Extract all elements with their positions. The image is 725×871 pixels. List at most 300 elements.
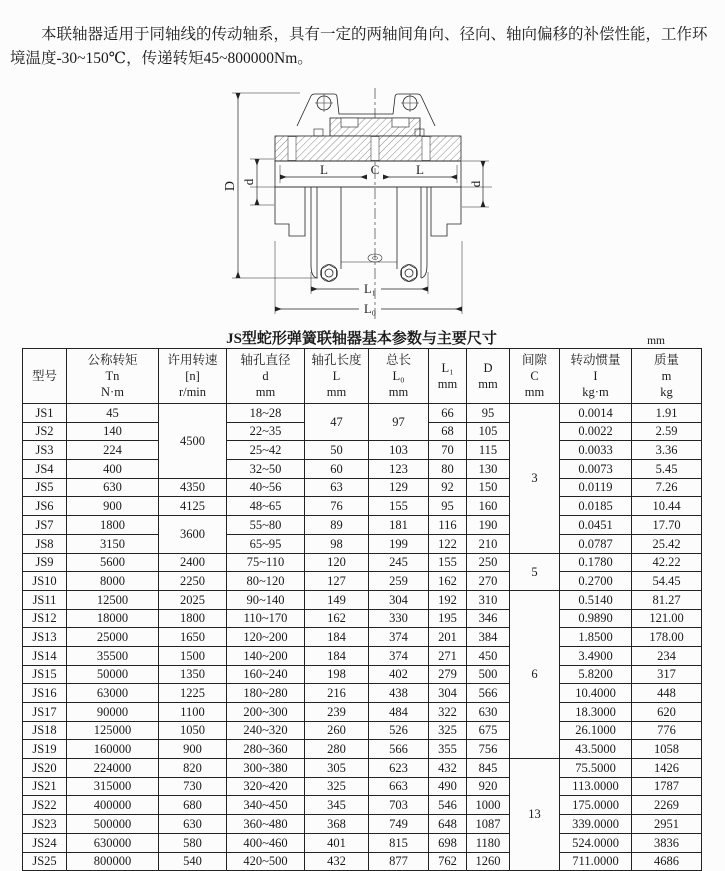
table-cell: 401 <box>305 833 369 852</box>
table-cell: 2269 <box>632 796 702 815</box>
table-cell: JS18 <box>23 721 67 740</box>
table-cell: 304 <box>369 590 429 609</box>
table-cell: JS24 <box>23 833 67 852</box>
table-cell: 130 <box>467 460 510 479</box>
table-cell: 345 <box>305 796 369 815</box>
table-cell: JS21 <box>23 777 67 796</box>
table-cell: JS1 <box>23 404 67 423</box>
table-cell: 1350 <box>159 665 227 684</box>
table-cell: 0.5140 <box>560 590 632 609</box>
table-cell: JS6 <box>23 497 67 516</box>
table-cell: 524.0000 <box>560 833 632 852</box>
table-cell: 47 <box>305 404 369 441</box>
table-cell: 224000 <box>67 759 159 778</box>
table-cell: 540 <box>159 852 227 871</box>
table-cell: 25~42 <box>227 441 305 460</box>
table-cell: 450 <box>467 646 510 665</box>
table-cell: 75~110 <box>227 553 305 572</box>
table-cell: 6 <box>510 590 560 758</box>
drawing-area <box>0 86 725 325</box>
table-cell: JS17 <box>23 703 67 722</box>
table-header-cell: 许用转速 [n] r/min <box>159 349 227 404</box>
table-cell: 127 <box>305 572 369 591</box>
table-row <box>23 833 702 852</box>
table-cell: 432 <box>429 759 467 778</box>
table-cell: 800000 <box>67 852 159 871</box>
table-cell: 0.0073 <box>560 460 632 479</box>
table-caption <box>22 327 701 348</box>
table-cell: 129 <box>369 478 429 497</box>
table-row <box>23 740 702 759</box>
table-cell: 776 <box>632 721 702 740</box>
table-cell: 322 <box>429 703 467 722</box>
table-cell: 95 <box>429 497 467 516</box>
dim-label-L1: L₁ <box>364 282 376 297</box>
table-cell: 368 <box>305 815 369 834</box>
table-cell: 234 <box>632 646 702 665</box>
bolt-right <box>401 265 418 282</box>
table-cell: 355 <box>429 740 467 759</box>
table-row <box>23 534 702 553</box>
dim-label-L-left: L <box>320 162 328 178</box>
table-cell: 90~140 <box>227 590 305 609</box>
table-cell: 0.0014 <box>560 404 632 423</box>
table-cell: 121.00 <box>632 609 702 628</box>
table-cell: 125000 <box>67 721 159 740</box>
table-cell: 500000 <box>67 815 159 834</box>
table-cell: JS8 <box>23 534 67 553</box>
table-cell: 346 <box>467 609 510 628</box>
table-cell: 1087 <box>467 815 510 834</box>
table-cell: 566 <box>369 740 429 759</box>
table-cell: 3.4900 <box>560 646 632 665</box>
table-cell: 815 <box>369 833 429 852</box>
table-cell: 8000 <box>67 572 159 591</box>
table-cell: 239 <box>305 703 369 722</box>
table-cell: 122 <box>429 534 467 553</box>
lug-hole-left <box>315 94 333 112</box>
table-cell: 10.44 <box>632 497 702 516</box>
table-cell: 438 <box>369 684 429 703</box>
table-cell: 0.1780 <box>560 553 632 572</box>
table-cell: 42.22 <box>632 553 702 572</box>
lug-hole-right <box>401 94 419 112</box>
table-cell: 566 <box>467 684 510 703</box>
table-cell: JS13 <box>23 628 67 647</box>
table-cell: 12500 <box>67 590 159 609</box>
table-row <box>23 628 702 647</box>
table-row <box>23 796 702 815</box>
table-cell: 315000 <box>67 777 159 796</box>
table-cell: 259 <box>369 572 429 591</box>
table-cell: 0.0185 <box>560 497 632 516</box>
table-cell: 402 <box>369 665 429 684</box>
table-cell: 330 <box>369 609 429 628</box>
table-cell: 0.2700 <box>560 572 632 591</box>
table-row <box>23 516 702 535</box>
table-cell: 3600 <box>159 516 227 553</box>
table-cell: JS2 <box>23 422 67 441</box>
table-row <box>23 815 702 834</box>
table-cell: 2400 <box>159 553 227 572</box>
table-cell: 190 <box>467 516 510 535</box>
table-cell: 184 <box>305 628 369 647</box>
dim-label-L0: L₀ <box>364 302 376 317</box>
table-cell: 0.0119 <box>560 478 632 497</box>
table-cell: 200~300 <box>227 703 305 722</box>
document-page <box>0 16 725 868</box>
table-row <box>23 646 702 665</box>
table-cell: 630000 <box>67 833 159 852</box>
table-cell: 201 <box>429 628 467 647</box>
table-cell: 92 <box>429 478 467 497</box>
table-cell: 1058 <box>632 740 702 759</box>
table-cell: 1000 <box>467 796 510 815</box>
table-cell: 877 <box>369 852 429 871</box>
table-cell: 250 <box>467 553 510 572</box>
table-header-cell: 转动惯量 I kg·m <box>560 349 632 404</box>
table-cell: 1650 <box>159 628 227 647</box>
table-cell: 703 <box>369 796 429 815</box>
table-cell: 0.0022 <box>560 422 632 441</box>
table-cell: 4500 <box>159 404 227 479</box>
table-cell: 305 <box>305 759 369 778</box>
table-cell: JS4 <box>23 460 67 479</box>
table-cell: 210 <box>467 534 510 553</box>
table-cell: 1.91 <box>632 404 702 423</box>
table-cell: 160 <box>467 497 510 516</box>
table-cell: 0.9890 <box>560 609 632 628</box>
table-cell: 160~240 <box>227 665 305 684</box>
table-cell: 25000 <box>67 628 159 647</box>
table-cell: 32~50 <box>227 460 305 479</box>
table-cell: 17.70 <box>632 516 702 535</box>
table-cell: 65~95 <box>227 534 305 553</box>
table-cell: 123 <box>369 460 429 479</box>
table-cell: 5 <box>510 553 560 590</box>
table-cell: 1426 <box>632 759 702 778</box>
table-cell: 120 <box>305 553 369 572</box>
table-cell: 97 <box>369 404 429 441</box>
table-cell: 4350 <box>159 478 227 497</box>
table-cell: 2.59 <box>632 422 702 441</box>
table-cell: 76 <box>305 497 369 516</box>
table-cell: JS3 <box>23 441 67 460</box>
table-cell: JS23 <box>23 815 67 834</box>
table-cell: 500 <box>467 665 510 684</box>
table-cell: 1180 <box>467 833 510 852</box>
table-cell: 339.0000 <box>560 815 632 834</box>
table-cell: 270 <box>467 572 510 591</box>
table-cell: 95 <box>467 404 510 423</box>
intro-paragraph: 本联轴器适用于同轴线的传动轴系，具有一定的两轴间角向、径向、轴向偏移的补偿性能，工作环境温度-30~150℃，传递转矩45~800000Nm。 <box>10 25 708 67</box>
table-cell: 116 <box>429 516 467 535</box>
table-cell: 630 <box>159 815 227 834</box>
table-cell: 7.26 <box>632 478 702 497</box>
table-cell: 22~35 <box>227 422 305 441</box>
table-cell: 280 <box>305 740 369 759</box>
table-cell: 1.8500 <box>560 628 632 647</box>
table-cell: 2250 <box>159 572 227 591</box>
table-row <box>23 590 702 609</box>
table-cell: 184 <box>305 646 369 665</box>
table-header-cell: L₁ mm <box>429 349 467 404</box>
table-cell: 0.0787 <box>560 534 632 553</box>
table-cell: 26.1000 <box>560 721 632 740</box>
table-cell: 580 <box>159 833 227 852</box>
table-cell: 0.0033 <box>560 441 632 460</box>
table-cell: 60 <box>305 460 369 479</box>
table-cell: 180~280 <box>227 684 305 703</box>
table-cell: 749 <box>369 815 429 834</box>
table-cell: 762 <box>429 852 467 871</box>
table-cell: 420~500 <box>227 852 305 871</box>
table-cell: 25.42 <box>632 534 702 553</box>
table-cell: 484 <box>369 703 429 722</box>
table-cell: JS9 <box>23 553 67 572</box>
table-cell: 280~360 <box>227 740 305 759</box>
table-cell: 192 <box>429 590 467 609</box>
unit-note: mm <box>647 335 665 348</box>
table-cell: 698 <box>429 833 467 852</box>
table-cell: JS12 <box>23 609 67 628</box>
table-cell: 45 <box>67 404 159 423</box>
table-cell: 13 <box>510 759 560 871</box>
table-cell: 4686 <box>632 852 702 871</box>
table-cell: JS7 <box>23 516 67 535</box>
table-cell: 845 <box>467 759 510 778</box>
table-cell: 320~420 <box>227 777 305 796</box>
table-cell: 68 <box>429 422 467 441</box>
table-row <box>23 609 702 628</box>
table-cell: 75.5000 <box>560 759 632 778</box>
table-cell: JS22 <box>23 796 67 815</box>
table-cell: 271 <box>429 646 467 665</box>
table-cell: 216 <box>305 684 369 703</box>
table-cell: 35500 <box>67 646 159 665</box>
table-cell: 240~320 <box>227 721 305 740</box>
table-cell: 162 <box>305 609 369 628</box>
dim-label-D: D <box>223 180 238 192</box>
table-cell: 1800 <box>159 609 227 628</box>
table-cell: 310 <box>467 590 510 609</box>
table-row <box>23 441 702 460</box>
table-cell: 490 <box>429 777 467 796</box>
table-cell: 5.45 <box>632 460 702 479</box>
coupling-section-drawing <box>178 86 540 325</box>
table-cell: 400 <box>67 460 159 479</box>
table-cell: 3150 <box>67 534 159 553</box>
table-cell: 317 <box>632 665 702 684</box>
table-cell: 920 <box>467 777 510 796</box>
table-cell: 115 <box>467 441 510 460</box>
table-cell: 279 <box>429 665 467 684</box>
dim-label-C: C <box>370 162 380 178</box>
table-cell: JS15 <box>23 665 67 684</box>
table-cell: 80 <box>429 460 467 479</box>
table-row <box>23 852 702 871</box>
table-header-cell: 总长 L₀ mm <box>369 349 429 404</box>
table-cell: 1787 <box>632 777 702 796</box>
table-cell: 0.0451 <box>560 516 632 535</box>
table-cell: 105 <box>467 422 510 441</box>
table-cell: 40~56 <box>227 478 305 497</box>
table-cell: 48~65 <box>227 497 305 516</box>
table-cell: 5600 <box>67 553 159 572</box>
table-cell: JS25 <box>23 852 67 871</box>
dim-label-L-right: L <box>416 162 424 178</box>
table-cell: 711.0000 <box>560 852 632 871</box>
table-cell: 304 <box>429 684 467 703</box>
table-cell: JS19 <box>23 740 67 759</box>
table-cell: 54.45 <box>632 572 702 591</box>
table-row <box>23 777 702 796</box>
bolt-left <box>321 265 338 282</box>
table-cell: 90000 <box>67 703 159 722</box>
table-cell: 820 <box>159 759 227 778</box>
table-cell: 620 <box>632 703 702 722</box>
table-cell: 900 <box>159 740 227 759</box>
table-cell: 623 <box>369 759 429 778</box>
table-cell: 149 <box>305 590 369 609</box>
table-cell: 140~200 <box>227 646 305 665</box>
table-cell: 80~120 <box>227 572 305 591</box>
table-row <box>23 497 702 516</box>
table-cell: 675 <box>467 721 510 740</box>
table-cell: 680 <box>159 796 227 815</box>
table-cell: 181 <box>369 516 429 535</box>
table-cell: 2025 <box>159 590 227 609</box>
table-cell: 374 <box>369 628 429 647</box>
table-cell: 155 <box>369 497 429 516</box>
dim-label-d-right: d <box>468 180 483 188</box>
table-cell: 526 <box>369 721 429 740</box>
dim-label-d-left: d <box>241 178 256 186</box>
table-cell: 10.4000 <box>560 684 632 703</box>
table-cell: 630 <box>67 478 159 497</box>
table-title: JS型蛇形弹簧联轴器基本参数与主要尺寸 <box>226 331 497 348</box>
table-cell: JS5 <box>23 478 67 497</box>
table-cell: JS14 <box>23 646 67 665</box>
table-row <box>23 478 702 497</box>
table-cell: 1500 <box>159 646 227 665</box>
table-cell: 400~460 <box>227 833 305 852</box>
table-row <box>23 721 702 740</box>
table-cell: 18~28 <box>227 404 305 423</box>
table-cell: 448 <box>632 684 702 703</box>
table-cell: 1260 <box>467 852 510 871</box>
table-cell: 730 <box>159 777 227 796</box>
table-cell: 150 <box>467 478 510 497</box>
table-row <box>23 572 702 591</box>
table-cell: 756 <box>467 740 510 759</box>
table-cell: JS11 <box>23 590 67 609</box>
table-cell: 18.3000 <box>560 703 632 722</box>
table-header-cell: 轴孔直径 d mm <box>227 349 305 404</box>
table-cell: 325 <box>429 721 467 740</box>
table-cell: 160000 <box>67 740 159 759</box>
table-cell: 70 <box>429 441 467 460</box>
table-cell: 103 <box>369 441 429 460</box>
table-cell: 50 <box>305 441 369 460</box>
table-cell: 155 <box>429 553 467 572</box>
table-header-cell: D mm <box>467 349 510 404</box>
table-cell: 178.00 <box>632 628 702 647</box>
table-header-cell: 公称转矩 Tn N·m <box>67 349 159 404</box>
table-cell: JS16 <box>23 684 67 703</box>
table-row <box>23 703 702 722</box>
table-cell: 1050 <box>159 721 227 740</box>
table-cell: 140 <box>67 422 159 441</box>
table-cell: 3.36 <box>632 441 702 460</box>
table-header-cell: 型号 <box>23 349 67 404</box>
table-cell: 175.0000 <box>560 796 632 815</box>
table-cell: 3836 <box>632 833 702 852</box>
table-cell: 1800 <box>67 516 159 535</box>
table-cell: 5.8200 <box>560 665 632 684</box>
table-cell: 2951 <box>632 815 702 834</box>
table-cell: 663 <box>369 777 429 796</box>
table-row <box>23 759 702 778</box>
table-cell: 4125 <box>159 497 227 516</box>
table-cell: 648 <box>429 815 467 834</box>
table-cell: 224 <box>67 441 159 460</box>
table-cell: 162 <box>429 572 467 591</box>
table-cell: 50000 <box>67 665 159 684</box>
table-cell: 18000 <box>67 609 159 628</box>
table-row <box>23 460 702 479</box>
table-header-cell: 轴孔长度 L mm <box>305 349 369 404</box>
table-cell: 630 <box>467 703 510 722</box>
table-header-row <box>23 349 702 404</box>
table-cell: 81.27 <box>632 590 702 609</box>
table-cell: 66 <box>429 404 467 423</box>
table-cell: 360~480 <box>227 815 305 834</box>
spec-table <box>22 348 702 871</box>
table-cell: 198 <box>305 665 369 684</box>
table-cell: 432 <box>305 852 369 871</box>
table-cell: 63 <box>305 478 369 497</box>
table-row <box>23 684 702 703</box>
table-cell: 260 <box>305 721 369 740</box>
table-cell: 900 <box>67 497 159 516</box>
table-row <box>23 404 702 423</box>
table-cell: 195 <box>429 609 467 628</box>
table-cell: 546 <box>429 796 467 815</box>
table-cell: 1100 <box>159 703 227 722</box>
table-cell: 55~80 <box>227 516 305 535</box>
table-cell: 120~200 <box>227 628 305 647</box>
table-row <box>23 665 702 684</box>
table-header-cell: 间隙 C mm <box>510 349 560 404</box>
table-cell: 43.5000 <box>560 740 632 759</box>
table-cell: 113.0000 <box>560 777 632 796</box>
table-cell: 374 <box>369 646 429 665</box>
table-cell: 340~450 <box>227 796 305 815</box>
table-cell: 3 <box>510 404 560 554</box>
table-cell: 325 <box>305 777 369 796</box>
table-row <box>23 553 702 572</box>
table-cell: 199 <box>369 534 429 553</box>
table-cell: 63000 <box>67 684 159 703</box>
table-cell: 98 <box>305 534 369 553</box>
table-cell: 1225 <box>159 684 227 703</box>
table-cell: JS10 <box>23 572 67 591</box>
table-cell: 400000 <box>67 796 159 815</box>
table-cell: 245 <box>369 553 429 572</box>
table-cell: 300~380 <box>227 759 305 778</box>
table-header-cell: 质量 m kg <box>632 349 702 404</box>
